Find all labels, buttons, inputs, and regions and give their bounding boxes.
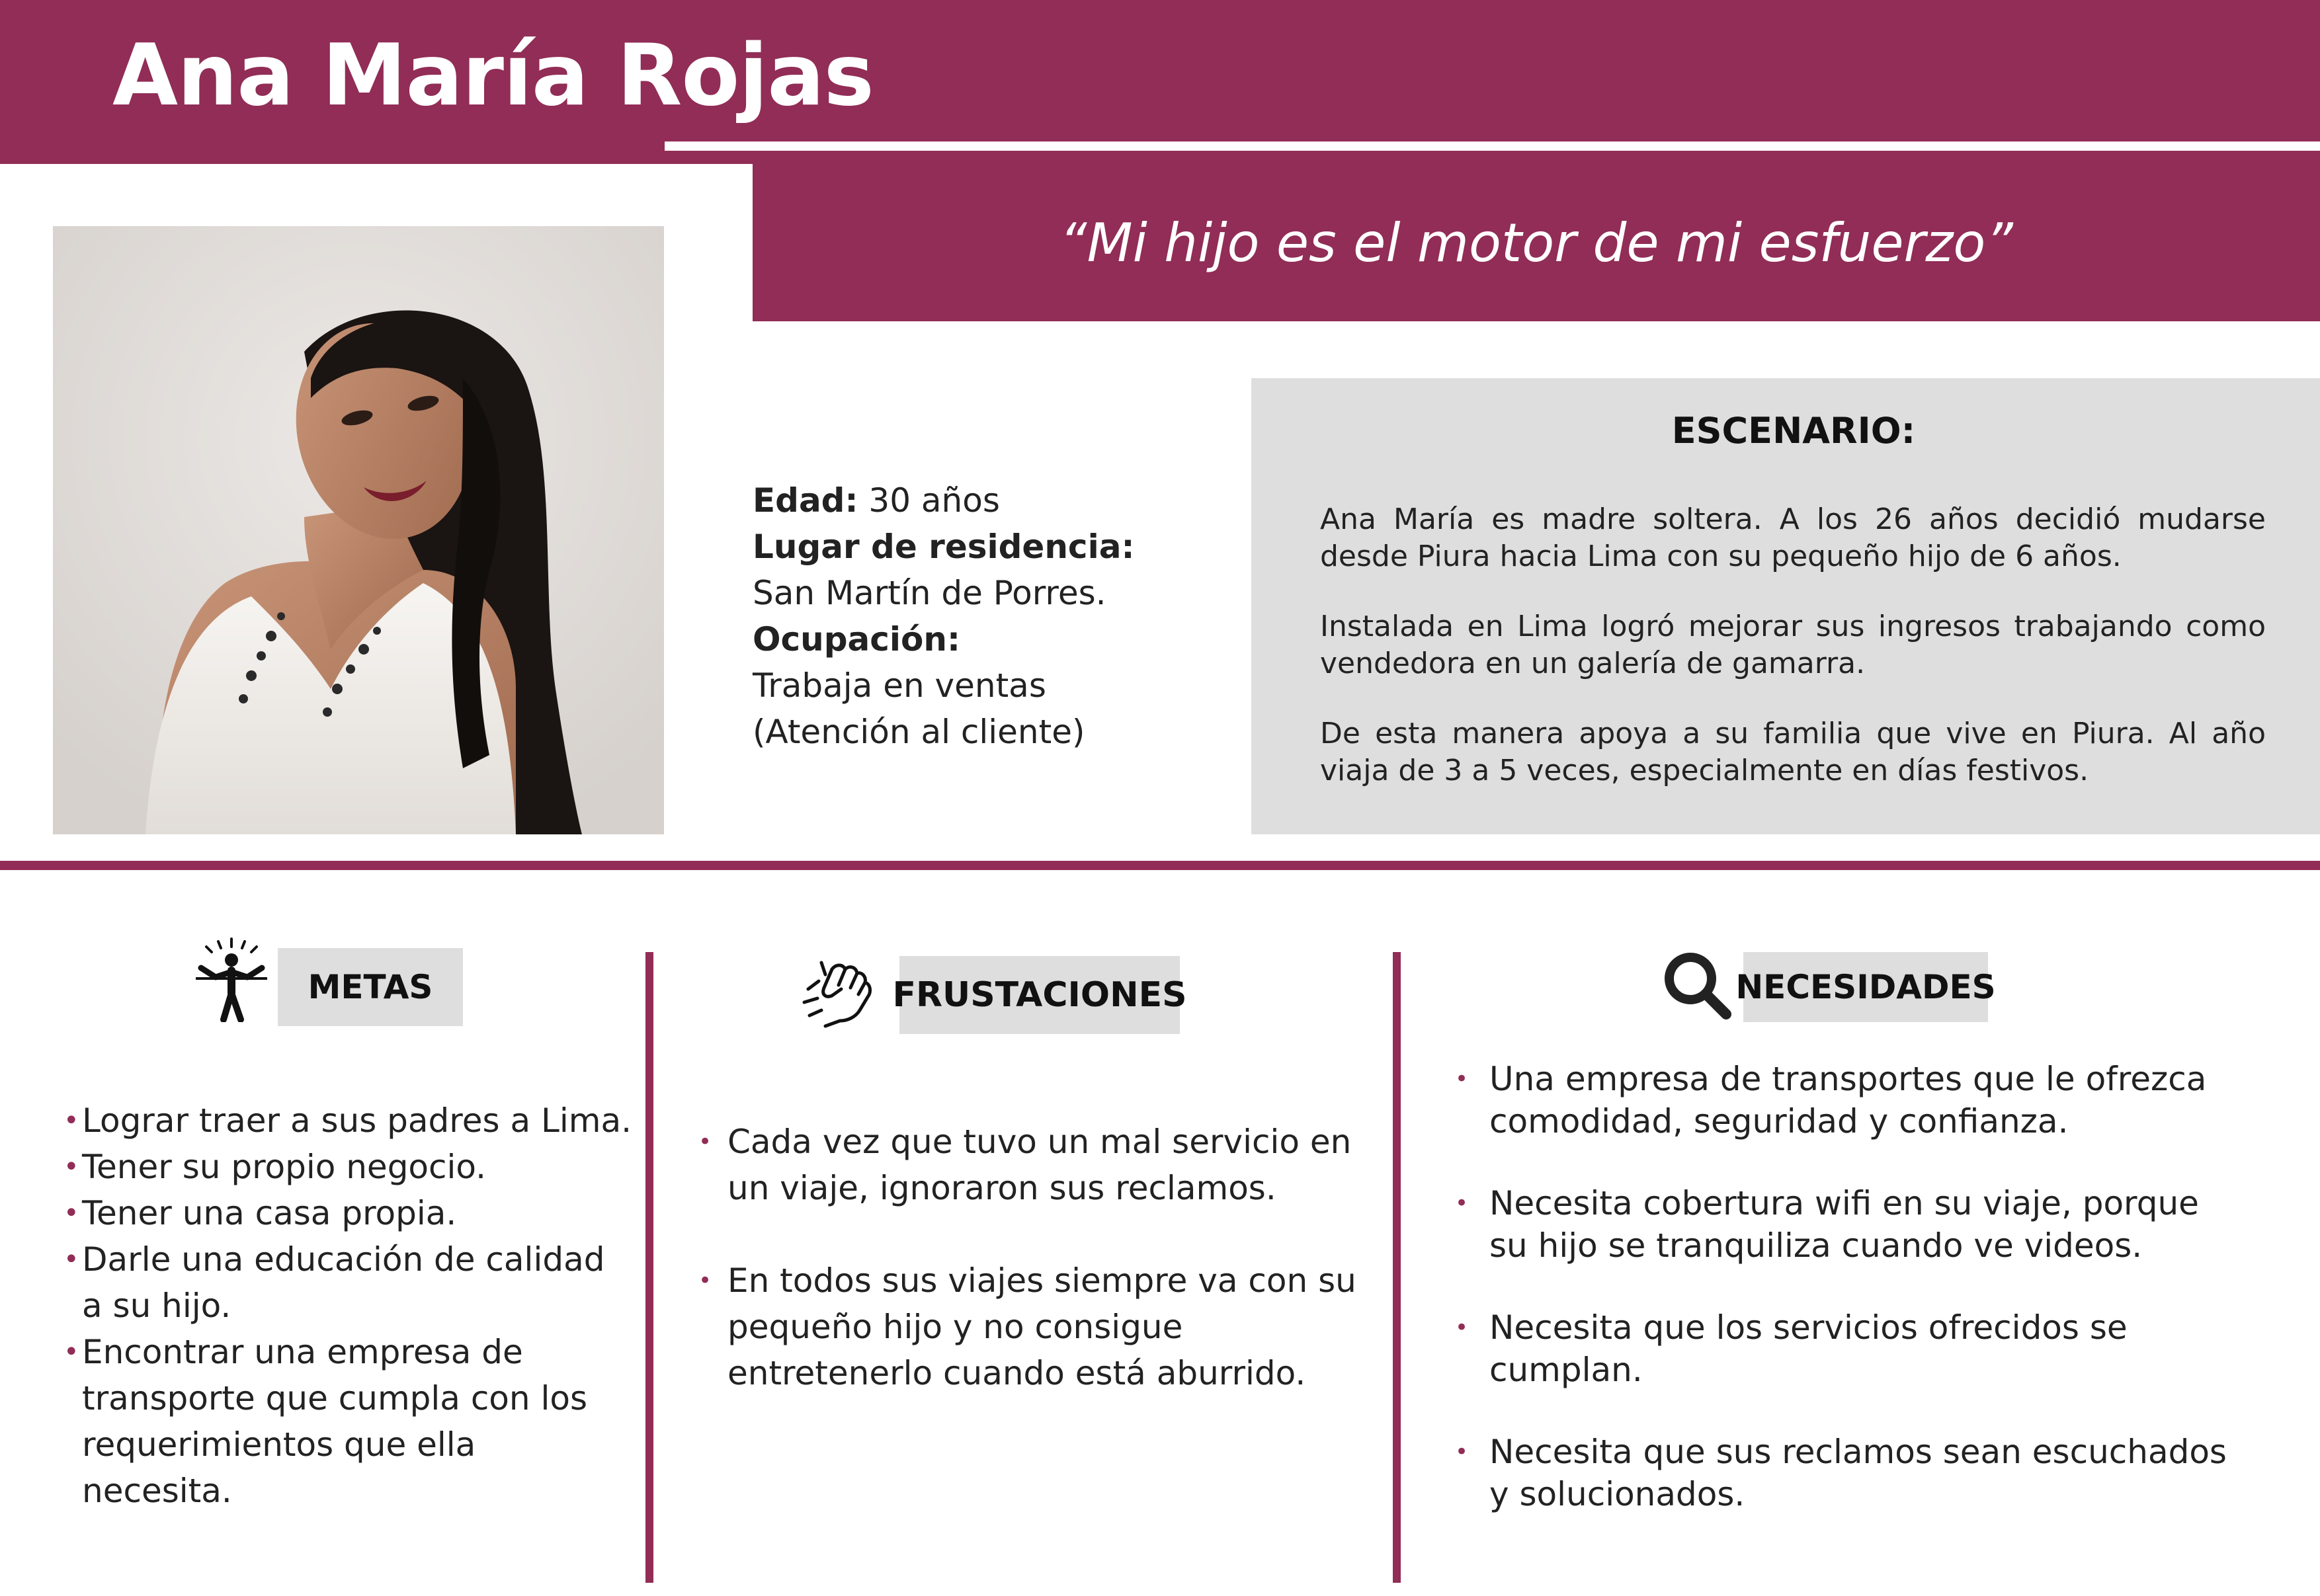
persona-quote: “Mi hijo es el motor de mi esfuerzo” bbox=[1059, 212, 2013, 274]
age-value: 30 años bbox=[858, 481, 1000, 520]
list-item: • Lograr traer a sus padres a Lima. bbox=[63, 1101, 632, 1140]
scenario-title: ESCENARIO: bbox=[1671, 410, 1916, 452]
persona-name: Ana María Rojas bbox=[112, 26, 874, 125]
metas-badge: METAS bbox=[278, 948, 463, 1026]
magnifier-search-icon bbox=[1661, 949, 1733, 1021]
list-item: • Una empresa de transportes que le ofrezca comodidad, seguridad y confianza. bbox=[1455, 1060, 2207, 1140]
profile-info bbox=[753, 477, 1255, 755]
list-item: • Necesita que los servicios ofrecidos se cumplan. bbox=[1455, 1308, 2128, 1389]
frustraciones-badge: FRUSTACIONES bbox=[899, 956, 1180, 1034]
finish-line-runner-icon bbox=[192, 938, 271, 1022]
list-item: • Necesita cobertura wifi en su viaje, porque su hijo se tranquiliza cuando ve videos. bbox=[1455, 1184, 2199, 1265]
list-item: • Tener su propio negocio. bbox=[63, 1148, 487, 1186]
column-separator bbox=[1393, 952, 1401, 1583]
list-item: • Encontrar una empresa de transporte que cumpla con los requerimientos que ella necesita. bbox=[63, 1333, 588, 1510]
list-item: • Tener una casa propia. bbox=[63, 1194, 457, 1232]
portrait-illustration bbox=[53, 226, 664, 834]
scenario-paragraph: De esta manera apoya a su familia que vive en Piura. Al año viaja de 3 a 5 veces, especialmente en días festivos. bbox=[1320, 717, 2266, 787]
metas-list bbox=[63, 1097, 632, 1514]
list-item: • En todos sus viajes siempre va con su pequeño hijo y no consigue entretenerlo cuando está aburrido. bbox=[698, 1261, 1356, 1392]
list-item: • Cada vez que tuvo un mal servicio en un viaje, ignoraron sus reclamos. bbox=[698, 1123, 1352, 1207]
list-item: • Necesita que sus reclamos sean escuchados y solucionados. bbox=[1455, 1433, 2227, 1513]
age-label: Edad: bbox=[753, 481, 858, 520]
header-underline bbox=[665, 141, 2320, 151]
occupation-value-2: (Atención al cliente) bbox=[753, 713, 1085, 751]
occupation-label: Ocupación: bbox=[753, 620, 960, 658]
occupation-value-1: Trabaja en ventas bbox=[753, 666, 1046, 705]
necesidades-badge: NECESIDADES bbox=[1743, 952, 1988, 1022]
clenched-fist-icon bbox=[799, 955, 877, 1033]
residence-value: San Martín de Porres. bbox=[753, 574, 1106, 612]
necesidades-list bbox=[1455, 1058, 2235, 1515]
age-row bbox=[753, 477, 1255, 524]
column-separator bbox=[645, 952, 653, 1583]
scenario-paragraph: Instalada en Lima logró mejorar sus ingresos trabajando como vendedora en un galería de gamarra. bbox=[1320, 610, 2266, 680]
residence-label: Lugar de residencia: bbox=[753, 528, 1135, 566]
scenario-paragraph: Ana María es madre soltera. A los 26 años decidió mudarse desde Piura hacia Lima con su pequeño hijo de 6 años. bbox=[1320, 502, 2266, 573]
frustraciones-list bbox=[698, 1119, 1366, 1396]
list-item: • Darle una educación de calidad a su hijo. bbox=[63, 1240, 605, 1325]
section-divider bbox=[0, 861, 2320, 870]
persona-photo bbox=[53, 226, 664, 834]
